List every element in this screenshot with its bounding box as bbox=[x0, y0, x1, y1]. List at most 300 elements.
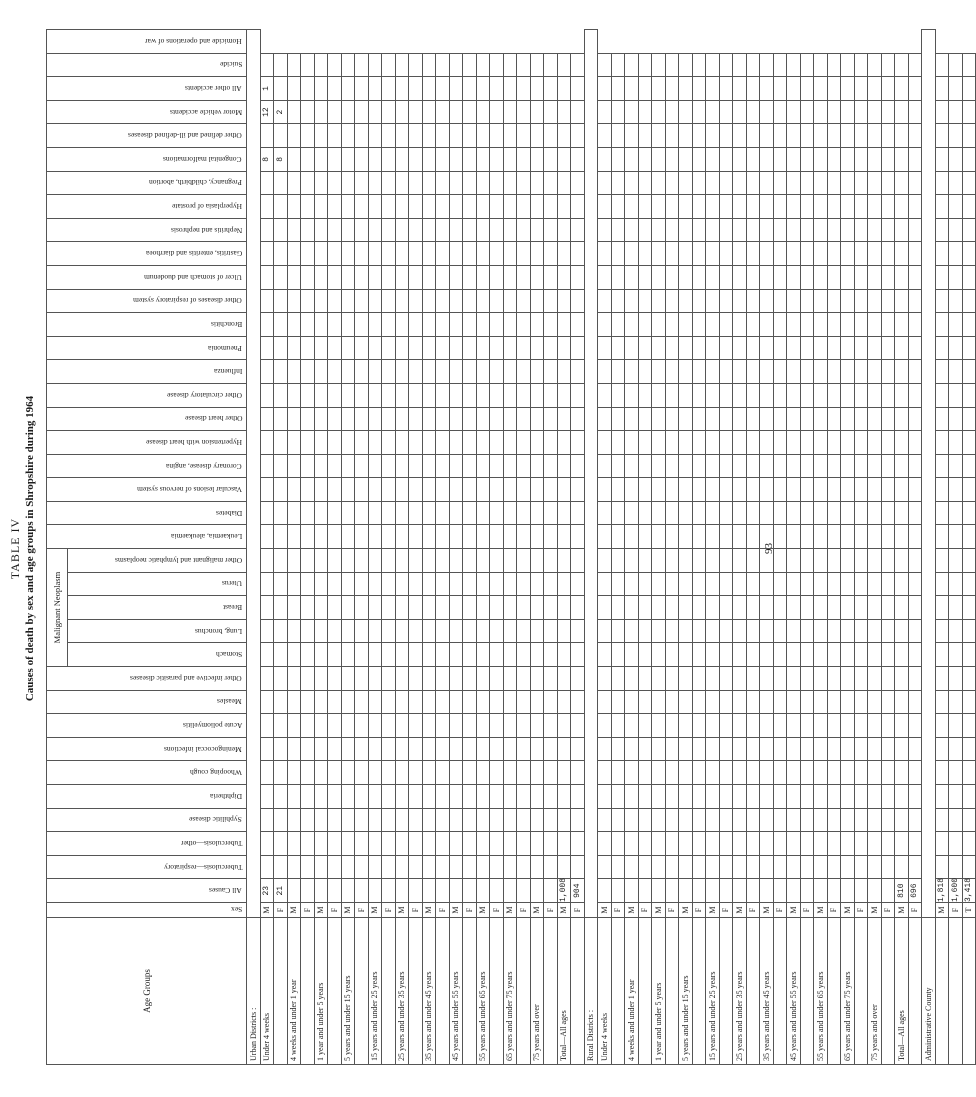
data-cell bbox=[962, 761, 976, 785]
data-cell bbox=[854, 77, 868, 101]
data-cell bbox=[395, 879, 409, 903]
data-cell bbox=[706, 879, 720, 903]
data-cell bbox=[895, 218, 909, 242]
data-cell bbox=[436, 53, 450, 77]
data-cell bbox=[962, 525, 976, 549]
col-header: Measles bbox=[47, 690, 247, 714]
data-cell bbox=[908, 667, 922, 691]
data-cell bbox=[854, 855, 868, 879]
data-cell bbox=[571, 525, 585, 549]
data-cell bbox=[449, 785, 463, 809]
data-cell bbox=[409, 525, 423, 549]
data-cell bbox=[341, 501, 355, 525]
data-cell bbox=[814, 832, 828, 856]
data-cell bbox=[557, 737, 571, 761]
data-cell bbox=[841, 53, 855, 77]
data-cell bbox=[517, 714, 531, 738]
data-cell bbox=[625, 761, 639, 785]
age-label: 1 year and under 5 years bbox=[314, 918, 328, 1065]
table-row bbox=[625, 30, 639, 1065]
data-cell bbox=[652, 195, 666, 219]
data-cell bbox=[463, 525, 477, 549]
data-cell bbox=[476, 572, 490, 596]
data-cell bbox=[719, 596, 733, 620]
data-cell bbox=[301, 195, 315, 219]
data-cell bbox=[544, 218, 558, 242]
data-cell bbox=[692, 454, 706, 478]
data-cell bbox=[287, 77, 301, 101]
section-spacer bbox=[584, 30, 598, 918]
data-cell bbox=[355, 53, 369, 77]
data-cell bbox=[314, 808, 328, 832]
data-cell bbox=[395, 218, 409, 242]
data-cell bbox=[854, 218, 868, 242]
data-cell bbox=[773, 242, 787, 266]
data-cell bbox=[287, 242, 301, 266]
data-cell bbox=[355, 148, 369, 172]
data-cell bbox=[625, 478, 639, 502]
data-cell bbox=[611, 690, 625, 714]
table-row bbox=[395, 30, 409, 1065]
data-cell bbox=[449, 265, 463, 289]
data-cell bbox=[260, 407, 274, 431]
data-cell bbox=[355, 667, 369, 691]
data-cell bbox=[341, 289, 355, 313]
data-cell bbox=[746, 667, 760, 691]
data-cell bbox=[679, 643, 693, 667]
data-cell bbox=[449, 124, 463, 148]
data-cell bbox=[665, 478, 679, 502]
data-cell bbox=[341, 265, 355, 289]
data-cell bbox=[355, 242, 369, 266]
sex-cell: F bbox=[854, 903, 868, 918]
data-cell bbox=[355, 549, 369, 573]
data-cell bbox=[746, 77, 760, 101]
data-cell bbox=[544, 124, 558, 148]
data-cell bbox=[638, 525, 652, 549]
data-cell bbox=[503, 572, 517, 596]
data-cell bbox=[571, 383, 585, 407]
data-cell bbox=[422, 808, 436, 832]
data-cell bbox=[382, 737, 396, 761]
data-cell bbox=[368, 832, 382, 856]
data-cell bbox=[652, 77, 666, 101]
data-cell bbox=[274, 714, 288, 738]
data-cell bbox=[503, 383, 517, 407]
data-cell bbox=[517, 832, 531, 856]
data-cell bbox=[571, 572, 585, 596]
data-cell bbox=[395, 832, 409, 856]
data-cell bbox=[436, 501, 450, 525]
data-cell bbox=[908, 336, 922, 360]
data-cell bbox=[530, 53, 544, 77]
data-cell bbox=[773, 549, 787, 573]
data-cell bbox=[773, 667, 787, 691]
data-cell bbox=[881, 643, 895, 667]
data-cell bbox=[463, 360, 477, 384]
data-cell bbox=[422, 100, 436, 124]
data-cell bbox=[544, 242, 558, 266]
data-cell bbox=[665, 431, 679, 455]
data-cell bbox=[517, 383, 531, 407]
data-cell bbox=[476, 737, 490, 761]
data-cell bbox=[679, 619, 693, 643]
data-cell bbox=[733, 832, 747, 856]
data-cell bbox=[665, 336, 679, 360]
data-cell bbox=[706, 596, 720, 620]
data-cell bbox=[719, 737, 733, 761]
data-cell bbox=[881, 360, 895, 384]
total-row bbox=[895, 30, 909, 1065]
data-cell bbox=[422, 336, 436, 360]
data-cell bbox=[395, 549, 409, 573]
data-cell bbox=[665, 53, 679, 77]
data-cell bbox=[611, 360, 625, 384]
data-cell bbox=[962, 619, 976, 643]
data-cell bbox=[665, 690, 679, 714]
data-cell bbox=[395, 289, 409, 313]
data-cell bbox=[490, 313, 504, 337]
data-cell bbox=[463, 289, 477, 313]
data-cell bbox=[409, 667, 423, 691]
data-cell bbox=[274, 808, 288, 832]
table-row bbox=[382, 30, 396, 1065]
data-cell bbox=[854, 761, 868, 785]
data-cell bbox=[719, 855, 733, 879]
data-cell bbox=[827, 478, 841, 502]
data-cell bbox=[571, 619, 585, 643]
data-cell bbox=[503, 407, 517, 431]
data-cell bbox=[962, 77, 976, 101]
data-cell bbox=[287, 667, 301, 691]
data-cell bbox=[962, 407, 976, 431]
data-cell bbox=[355, 100, 369, 124]
data-cell bbox=[557, 383, 571, 407]
data-cell bbox=[476, 383, 490, 407]
age-label bbox=[935, 918, 949, 1065]
total-row bbox=[935, 30, 949, 1065]
data-cell bbox=[665, 643, 679, 667]
data-cell bbox=[449, 289, 463, 313]
age-label bbox=[571, 918, 585, 1065]
data-cell bbox=[868, 596, 882, 620]
data-cell bbox=[476, 289, 490, 313]
sex-cell: F bbox=[949, 903, 963, 918]
data-cell bbox=[719, 407, 733, 431]
data-cell bbox=[949, 549, 963, 573]
data-cell bbox=[895, 643, 909, 667]
data-cell bbox=[868, 383, 882, 407]
data-cell bbox=[449, 218, 463, 242]
data-cell bbox=[841, 761, 855, 785]
data-cell bbox=[881, 596, 895, 620]
data-cell bbox=[368, 100, 382, 124]
data-cell bbox=[881, 148, 895, 172]
data-cell bbox=[395, 501, 409, 525]
data-cell bbox=[476, 77, 490, 101]
data-cell bbox=[881, 454, 895, 478]
table-row bbox=[841, 30, 855, 1065]
data-cell bbox=[706, 667, 720, 691]
data-cell bbox=[341, 832, 355, 856]
data-cell bbox=[328, 336, 342, 360]
data-cell bbox=[463, 549, 477, 573]
data-cell bbox=[517, 808, 531, 832]
data-cell bbox=[530, 336, 544, 360]
data-cell bbox=[382, 501, 396, 525]
data-cell bbox=[395, 785, 409, 809]
data-cell bbox=[287, 336, 301, 360]
data-cell bbox=[827, 383, 841, 407]
data-cell bbox=[571, 124, 585, 148]
data-cell bbox=[395, 124, 409, 148]
data-cell bbox=[422, 53, 436, 77]
data-cell bbox=[517, 100, 531, 124]
data-cell bbox=[314, 53, 328, 77]
data-cell bbox=[287, 148, 301, 172]
data-cell bbox=[949, 572, 963, 596]
data-cell bbox=[274, 431, 288, 455]
data-cell bbox=[679, 431, 693, 455]
data-cell bbox=[436, 619, 450, 643]
data-cell bbox=[719, 313, 733, 337]
data-cell bbox=[679, 808, 693, 832]
data-cell bbox=[503, 525, 517, 549]
data-cell bbox=[314, 100, 328, 124]
data-cell bbox=[881, 808, 895, 832]
data-cell bbox=[908, 265, 922, 289]
data-cell: 21 bbox=[274, 879, 288, 903]
data-cell bbox=[949, 148, 963, 172]
data-cell bbox=[328, 501, 342, 525]
data-cell bbox=[355, 313, 369, 337]
data-cell bbox=[962, 124, 976, 148]
data-cell bbox=[719, 336, 733, 360]
data-cell bbox=[260, 785, 274, 809]
age-label bbox=[827, 918, 841, 1065]
data-cell bbox=[436, 336, 450, 360]
data-cell bbox=[665, 195, 679, 219]
data-cell bbox=[625, 714, 639, 738]
data-cell bbox=[287, 832, 301, 856]
data-cell bbox=[773, 124, 787, 148]
data-cell bbox=[625, 808, 639, 832]
data-cell bbox=[368, 501, 382, 525]
data-cell bbox=[935, 407, 949, 431]
data-cell bbox=[881, 336, 895, 360]
data-cell bbox=[449, 195, 463, 219]
data-cell bbox=[436, 431, 450, 455]
data-cell bbox=[503, 195, 517, 219]
data-cell bbox=[409, 265, 423, 289]
data-cell bbox=[800, 265, 814, 289]
data-cell bbox=[611, 313, 625, 337]
data-cell bbox=[692, 501, 706, 525]
data-cell bbox=[490, 572, 504, 596]
data-cell bbox=[314, 407, 328, 431]
data-cell bbox=[368, 596, 382, 620]
data-cell bbox=[301, 100, 315, 124]
data-cell bbox=[733, 785, 747, 809]
data-cell bbox=[463, 808, 477, 832]
data-cell bbox=[800, 478, 814, 502]
data-cell bbox=[287, 619, 301, 643]
data-cell bbox=[274, 643, 288, 667]
data-cell bbox=[395, 383, 409, 407]
data-cell bbox=[571, 549, 585, 573]
data-cell bbox=[652, 265, 666, 289]
sex-cell: F bbox=[301, 903, 315, 918]
data-cell bbox=[706, 360, 720, 384]
data-cell bbox=[517, 242, 531, 266]
data-cell bbox=[868, 124, 882, 148]
data-cell bbox=[517, 360, 531, 384]
data-cell bbox=[598, 407, 612, 431]
data-cell bbox=[355, 643, 369, 667]
data-cell bbox=[719, 124, 733, 148]
data-cell bbox=[409, 832, 423, 856]
data-cell bbox=[490, 501, 504, 525]
data-cell bbox=[395, 454, 409, 478]
sex-cell: M bbox=[368, 903, 382, 918]
data-cell bbox=[395, 690, 409, 714]
data-cell bbox=[274, 549, 288, 573]
data-cell bbox=[733, 53, 747, 77]
data-cell bbox=[787, 478, 801, 502]
data-cell bbox=[854, 643, 868, 667]
data-cell bbox=[854, 242, 868, 266]
data-cell bbox=[476, 265, 490, 289]
data-cell bbox=[260, 124, 274, 148]
data-cell bbox=[773, 525, 787, 549]
data-cell bbox=[868, 549, 882, 573]
data-cell bbox=[908, 218, 922, 242]
sex-cell: M bbox=[814, 903, 828, 918]
data-cell bbox=[422, 148, 436, 172]
data-cell bbox=[355, 785, 369, 809]
data-cell bbox=[463, 313, 477, 337]
data-cell bbox=[827, 454, 841, 478]
data-cell bbox=[287, 383, 301, 407]
data-cell bbox=[409, 360, 423, 384]
data-cell bbox=[841, 855, 855, 879]
data-cell bbox=[557, 171, 571, 195]
data-cell bbox=[490, 808, 504, 832]
data-cell bbox=[517, 265, 531, 289]
data-cell bbox=[692, 383, 706, 407]
data-cell bbox=[301, 171, 315, 195]
data-cell bbox=[611, 619, 625, 643]
data-cell bbox=[449, 549, 463, 573]
col-header: Homicide and operations of war bbox=[47, 30, 247, 54]
data-cell bbox=[557, 785, 571, 809]
data-cell bbox=[598, 808, 612, 832]
data-cell bbox=[328, 77, 342, 101]
data-cell bbox=[692, 171, 706, 195]
data-cell bbox=[490, 785, 504, 809]
data-cell bbox=[301, 53, 315, 77]
data-cell bbox=[746, 572, 760, 596]
data-cell bbox=[841, 100, 855, 124]
data-cell: 696 bbox=[908, 879, 922, 903]
data-cell bbox=[881, 549, 895, 573]
data-cell bbox=[638, 619, 652, 643]
data-cell bbox=[517, 454, 531, 478]
sex-cell: M bbox=[733, 903, 747, 918]
data-cell bbox=[800, 761, 814, 785]
data-cell bbox=[328, 265, 342, 289]
data-cell bbox=[490, 879, 504, 903]
data-cell bbox=[287, 572, 301, 596]
data-cell bbox=[395, 100, 409, 124]
data-cell bbox=[274, 478, 288, 502]
data-cell bbox=[476, 855, 490, 879]
data-cell bbox=[571, 643, 585, 667]
data-cell bbox=[463, 195, 477, 219]
data-cell bbox=[719, 643, 733, 667]
data-cell bbox=[773, 761, 787, 785]
data-cell bbox=[854, 737, 868, 761]
data-cell bbox=[827, 171, 841, 195]
data-cell bbox=[476, 218, 490, 242]
data-cell bbox=[530, 265, 544, 289]
data-cell bbox=[719, 879, 733, 903]
data-cell bbox=[692, 832, 706, 856]
data-cell bbox=[274, 195, 288, 219]
data-cell bbox=[544, 77, 558, 101]
col-header: Influenza bbox=[47, 360, 247, 384]
sex-cell: M bbox=[314, 903, 328, 918]
data-cell bbox=[476, 667, 490, 691]
data-cell bbox=[476, 171, 490, 195]
data-cell bbox=[530, 855, 544, 879]
table-title: Causes of death by sex and age groups in Shropshire during 1964 bbox=[24, 395, 36, 702]
data-cell bbox=[301, 619, 315, 643]
data-cell bbox=[638, 313, 652, 337]
data-cell bbox=[895, 501, 909, 525]
data-cell bbox=[449, 572, 463, 596]
data-cell bbox=[868, 77, 882, 101]
data-cell bbox=[571, 832, 585, 856]
data-cell bbox=[827, 690, 841, 714]
data-cell bbox=[841, 879, 855, 903]
data-cell bbox=[854, 313, 868, 337]
data-cell bbox=[719, 525, 733, 549]
data-cell bbox=[341, 53, 355, 77]
data-cell bbox=[503, 667, 517, 691]
data-cell bbox=[287, 525, 301, 549]
data-cell bbox=[692, 407, 706, 431]
data-cell bbox=[463, 714, 477, 738]
data-cell bbox=[449, 171, 463, 195]
data-cell bbox=[746, 124, 760, 148]
data-cell bbox=[449, 454, 463, 478]
data-cell bbox=[854, 808, 868, 832]
data-cell bbox=[854, 171, 868, 195]
section-label: Rural Districts : bbox=[584, 918, 598, 1065]
data-cell bbox=[692, 643, 706, 667]
data-cell bbox=[814, 454, 828, 478]
data-cell bbox=[544, 265, 558, 289]
data-cell bbox=[800, 714, 814, 738]
data-cell bbox=[679, 832, 693, 856]
data-cell bbox=[490, 596, 504, 620]
data-cell bbox=[571, 171, 585, 195]
data-cell bbox=[530, 525, 544, 549]
data-cell bbox=[557, 265, 571, 289]
data-cell bbox=[503, 313, 517, 337]
data-cell bbox=[868, 407, 882, 431]
